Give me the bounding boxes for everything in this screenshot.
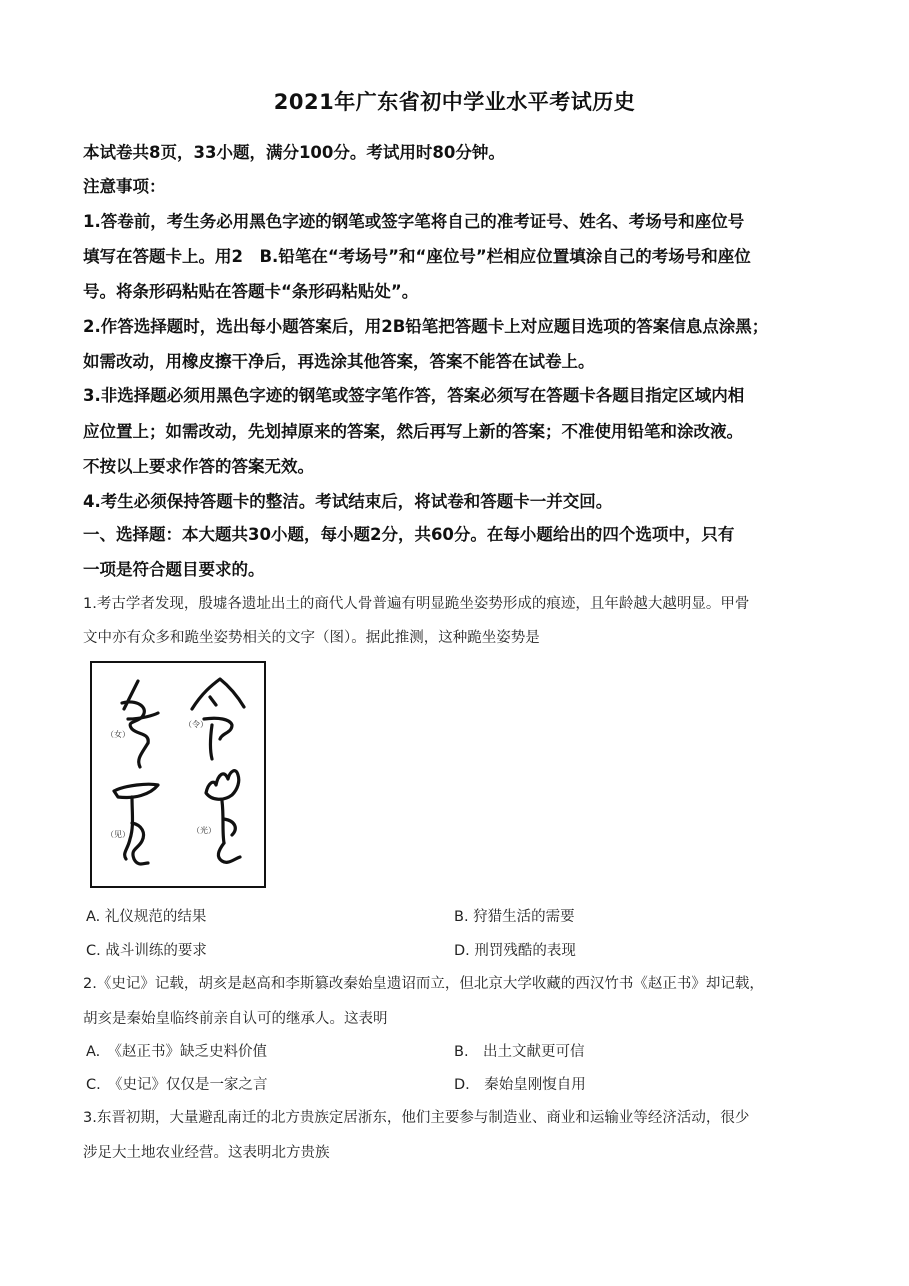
glyph-stroke xyxy=(210,697,216,705)
notice-line: 号。将条形码粘贴在答题卡“条形码粘贴处”。 xyxy=(83,282,419,301)
glyph-stroke xyxy=(211,725,213,759)
notice-line: 3.非选择题必须用黑色字迹的钢笔或签字笔作答，答案必须写在答题卡各题目指定区域内相 xyxy=(83,386,745,405)
glyph-stroke xyxy=(192,679,244,709)
notice-line: 如需改动，用橡皮擦干净后，再选涂其他答案，答案不能答在试卷上。 xyxy=(83,352,595,371)
question-3-text: 3.东晋初期，大量避乱南迁的北方贵族定居浙东，他们主要参与制造业、商业和运输业等经济活动，很少 xyxy=(83,1110,750,1126)
notice-line: 不按以上要求作答的答案无效。 xyxy=(83,457,314,476)
question-2-option-d[interactable]: D. 秦始皇刚愎自用 xyxy=(454,1077,586,1093)
glyph-stroke xyxy=(204,718,232,739)
oracle-bone-glyphs xyxy=(92,663,264,886)
question-1-option-d[interactable]: D. 刑罚残酷的表现 xyxy=(454,943,576,959)
glyph-label-jian: （见） xyxy=(106,830,130,839)
oracle-bone-figure xyxy=(90,661,266,888)
glyph-stroke xyxy=(218,843,240,862)
glyph-stroke xyxy=(206,771,239,800)
notice-heading: 注意事项： xyxy=(83,177,166,196)
glyph-label-nu: （女） xyxy=(106,730,130,739)
section-heading: 一、选择题：本大题共30小题，每小题2分，共60分。在每小题给出的四个选项中，只有 xyxy=(83,525,735,544)
question-2-text: 胡亥是秦始皇临终前亲自认可的继承人。这表明 xyxy=(83,1011,388,1027)
glyph-stroke xyxy=(132,823,148,864)
question-1-option-c[interactable]: C. 战斗训练的要求 xyxy=(86,943,207,959)
glyph-stroke xyxy=(124,681,138,709)
question-2-option-c[interactable]: C. 《史记》仅仅是一家之言 xyxy=(86,1077,268,1093)
glyph-label-ling: （令） xyxy=(184,720,208,729)
question-3-text: 涉足大土地农业经营。这表明北方贵族 xyxy=(83,1145,330,1161)
question-2-option-a[interactable]: A. 《赵正书》缺乏史料价值 xyxy=(86,1044,268,1060)
glyph-stroke xyxy=(114,784,158,797)
notice-line: 4.考生必须保持答题卡的整洁。考试结束后，将试卷和答题卡一并交回。 xyxy=(83,492,613,511)
notice-line: 填写在答题卡上。用2 B.铅笔在“考场号”和“座位号”栏相应位置填涂自己的考场号和座位 xyxy=(83,247,751,266)
question-2-option-b[interactable]: B. 出土文献更可信 xyxy=(454,1044,585,1060)
notice-line: 2.作答选择题时，选出每小题答案后，用2B铅笔把答题卡上对应题目选项的答案信息点涂黑； xyxy=(83,317,769,336)
question-1-text: 1.考古学者发现，殷墟各遗址出土的商代人骨普遍有明显跪坐姿势形成的痕迹，且年龄越大越明显。甲骨 xyxy=(83,596,750,612)
glyph-stroke xyxy=(224,819,235,835)
glyph-label-guang: （光） xyxy=(192,826,216,835)
glyph-stroke xyxy=(139,743,148,767)
section-heading: 一项是符合题目要求的。 xyxy=(83,560,265,579)
question-1-option-b[interactable]: B. 狩猎生活的需要 xyxy=(454,909,575,925)
notice-line: 应位置上；如需改动，先划掉原来的答案，然后再写上新的答案；不准使用铅笔和涂改液。 xyxy=(83,422,743,441)
page-title: 2021年广东省初中学业水平考试历史 xyxy=(273,90,636,114)
notice-line: 1.答卷前，考生务必用黑色字迹的钢笔或签字笔将自己的准考证号、姓名、考场号和座位号 xyxy=(83,212,745,231)
glyph-stroke xyxy=(125,797,133,859)
question-1-option-a[interactable]: A. 礼仪规范的结果 xyxy=(86,909,207,925)
question-1-text: 文中亦有众多和跪坐姿势相关的文字（图）。据此推测，这种跪坐姿势是 xyxy=(83,630,540,646)
glyph-stroke xyxy=(222,801,224,843)
question-2-text: 2.《史记》记载，胡亥是赵高和李斯篡改秦始皇遗诏而立，但北京大学收藏的西汉竹书《赵正书》却记载， xyxy=(83,976,764,992)
exam-intro: 本试卷共8页，33小题，满分100分。考试用时80分钟。 xyxy=(83,143,505,162)
